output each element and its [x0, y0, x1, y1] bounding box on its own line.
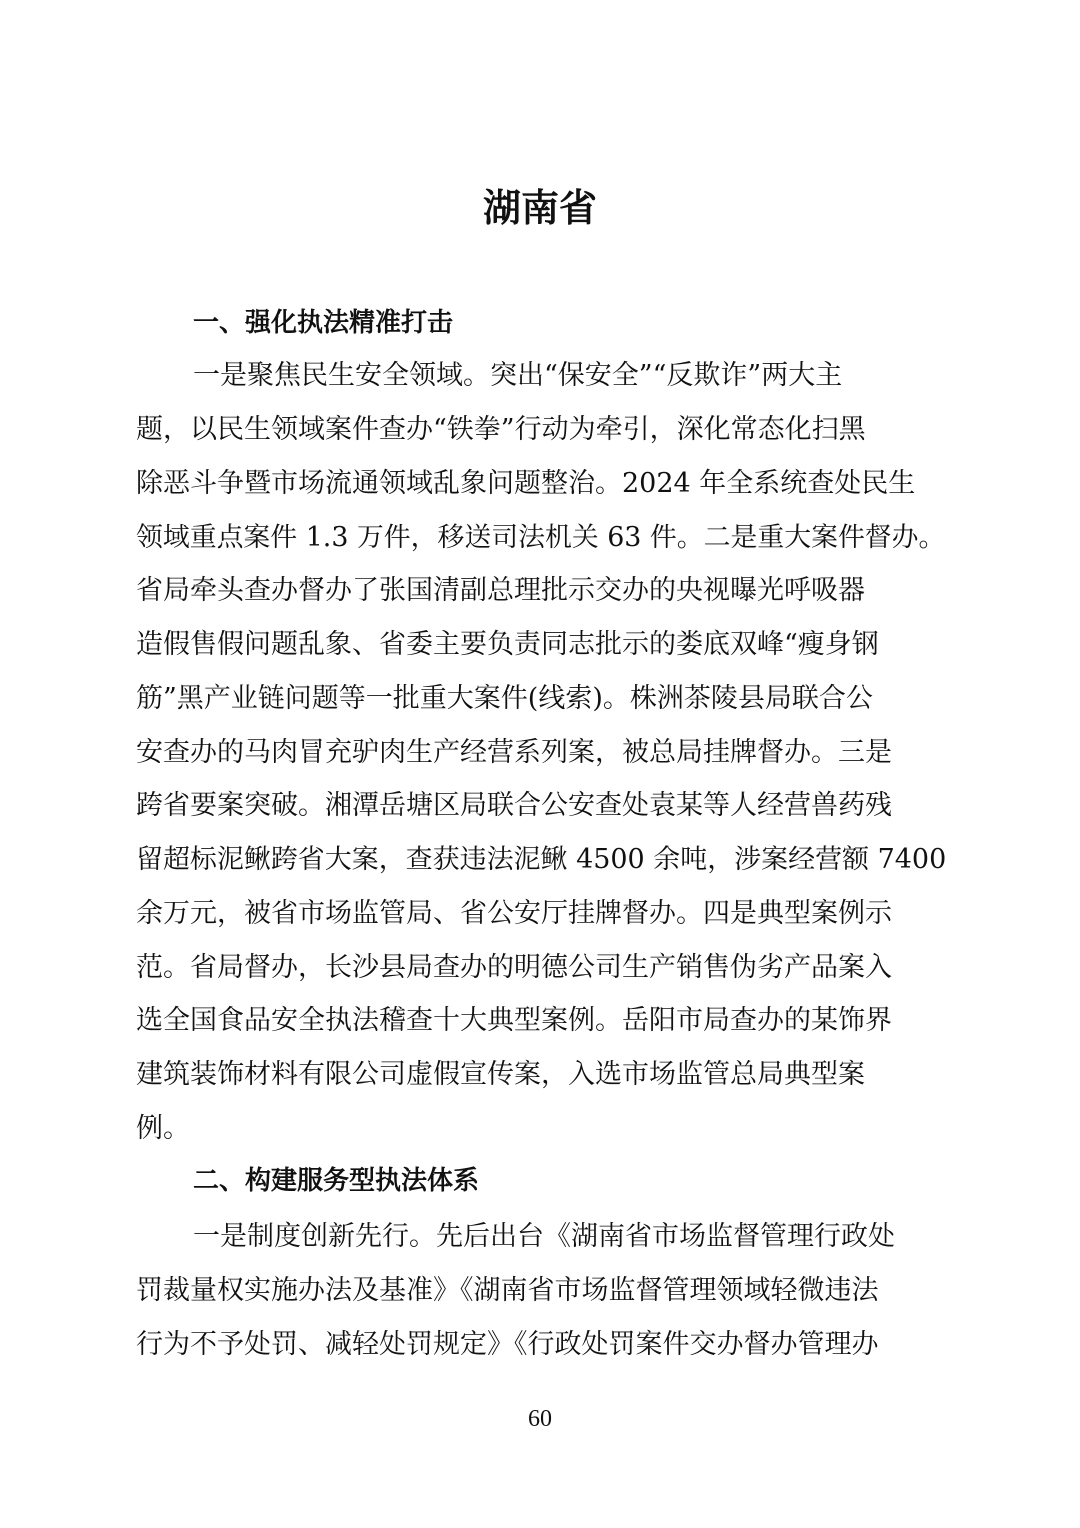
paragraph-line: 建筑装饰材料有限公司虚假宣传案，入选市场监管总局典型案	[136, 1059, 865, 1090]
paragraph-line: 跨省要案突破。湘潭岳塘区局联合公安查处袁某等人经营兽药残	[136, 790, 892, 821]
paragraph-line: 罚裁量权实施办法及基准》《湖南省市场监督管理领域轻微违法	[136, 1275, 879, 1306]
paragraph-line: 省局牵头查办督办了张国清副总理批示交办的央视曝光呼吸器	[136, 575, 865, 606]
paragraph-line: 余万元，被省市场监管局、省公安厅挂牌督办。四是典型案例示	[136, 898, 892, 929]
paragraph-line: 题，以民生领域案件查办“铁拳”行动为牵引，深化常态化扫黑	[136, 414, 866, 445]
paragraph-line: 领域重点案件 1.3 万件，移送司法机关 63 件。二是重大案件督办。	[136, 522, 946, 553]
paragraph-line: 一是聚焦民生安全领域。突出“保安全”“反欺诈”两大主	[193, 360, 843, 391]
section-heading-2: 二、构建服务型执法体系	[193, 1166, 480, 1196]
page-title: 湖南省	[482, 186, 597, 230]
paragraph-line: 选全国食品安全执法稽查十大典型案例。岳阳市局查办的某饰界	[136, 1005, 892, 1036]
paragraph-line: 留超标泥鳅跨省大案，查获违法泥鳅 4500 余吨，涉案经营额 7400	[136, 844, 947, 875]
paragraph-line: 范。省局督办，长沙县局查办的明德公司生产销售伪劣产品案入	[136, 952, 892, 983]
paragraph-line: 筋”黑产业链问题等一批重大案件(线索)。株洲茶陵县局联合公	[136, 683, 873, 714]
section-heading-1: 一、强化执法精准打击	[193, 308, 454, 338]
paragraph-line: 例。	[136, 1113, 190, 1144]
page-number: 60	[528, 1406, 552, 1432]
paragraph-line: 一是制度创新先行。先后出台《湖南省市场监督管理行政处	[193, 1221, 895, 1252]
paragraph-line: 除恶斗争暨市场流通领域乱象问题整治。2024 年全系统查处民生	[136, 468, 916, 499]
paragraph-line: 造假售假问题乱象、省委主要负责同志批示的娄底双峰“瘦身钢	[136, 629, 879, 660]
paragraph-line: 安查办的马肉冒充驴肉生产经营系列案，被总局挂牌督办。三是	[136, 737, 892, 768]
paragraph-line: 行为不予处罚、减轻处罚规定》《行政处罚案件交办督办管理办	[136, 1329, 879, 1360]
